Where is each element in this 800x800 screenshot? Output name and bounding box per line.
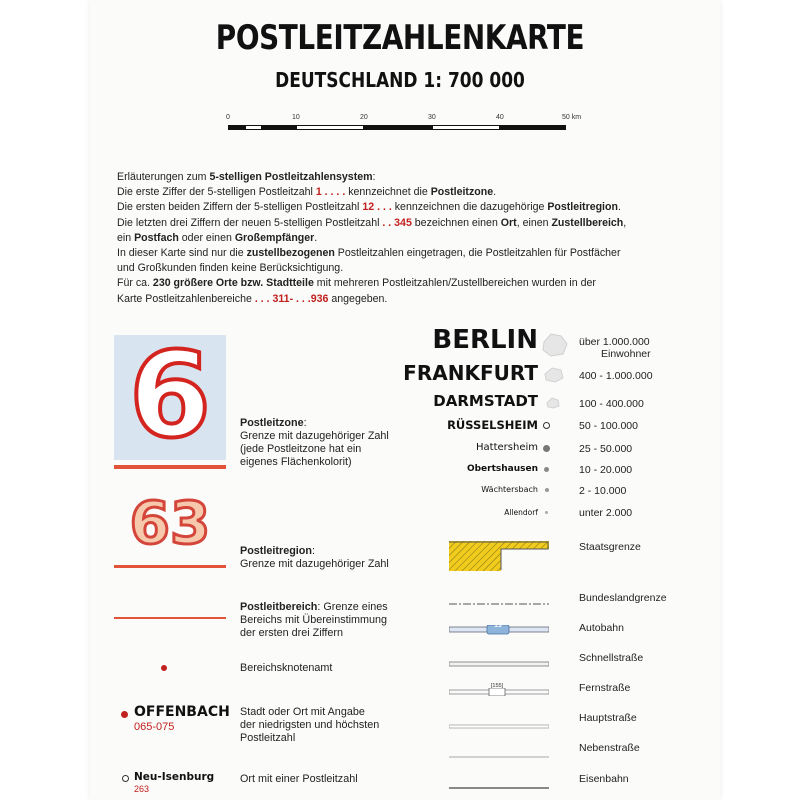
scale-segment [500, 125, 566, 130]
scale-tick-label: 20 [360, 114, 368, 121]
scale-segment [228, 125, 245, 130]
pop-class-label: 25 - 50.000 [579, 443, 633, 455]
city-area-icon [541, 332, 569, 363]
explanation-line: Erläuterungen zum 5-stelligen Postleitzahlensystem: [117, 171, 376, 183]
pop-class-label: 10 - 20.000 [579, 464, 633, 476]
autobahn-shield-label: 19 [494, 622, 502, 629]
scale-segment [262, 125, 296, 130]
schnellstrasse-symbol [449, 654, 549, 660]
explanation-line: Karte Postleitzahlenbereiche . . . 311- . . .936 angegeben. [117, 292, 388, 305]
pop-class-label: 50 - 100.000 [579, 420, 638, 432]
scale-segment [296, 125, 364, 130]
pop-class-label: unter 2.000 [579, 507, 633, 519]
page-title: POSTLEITZAHLENKARTE [215, 18, 585, 58]
pop-class-label: 400 - 1.000.000 [579, 370, 653, 382]
explanation-line: Die erste Ziffer der 5-stelligen Postleitzahl 1 . . . . kennzeichnet die Postleitzone. [117, 186, 497, 199]
postleitbereich-description: Postleitbereich: Grenze eines Bereichs mit Übereinstimmung der ersten drei Ziffern [240, 601, 388, 639]
explanation-line: und Großkunden finden keine Berücksichtigung. [117, 262, 344, 275]
postleitzone-number: 6 [128, 326, 212, 464]
pop-class-label: über 1.000.000 Einwohner [579, 336, 651, 360]
city-hattersheim: Hattersheim [476, 442, 538, 453]
postleitzone-border-line [114, 465, 226, 469]
pop-class-label: 2 - 10.000 [579, 485, 627, 497]
explanation-line: ein Postfach oder einen Großempfänger. [117, 231, 318, 244]
ort-ring-icon [122, 775, 129, 782]
nebenstrasse-symbol [449, 746, 549, 750]
offenbach-description: Stadt oder Ort mit Angabe der niedrigsten und höchsten Postleitzahl [240, 706, 380, 744]
city-area-icon [543, 366, 565, 389]
scale-segment [245, 125, 262, 130]
hauptstrasse-symbol [449, 716, 549, 721]
town-dot-icon [545, 488, 549, 492]
postleitbereich-border-line [114, 617, 226, 619]
town-dot-icon [544, 467, 549, 472]
autobahn-label: Autobahn [579, 622, 624, 634]
fernstrasse-shield-label: [155] [490, 683, 504, 689]
city-waechtersbach: Wächtersbach [481, 485, 538, 494]
offenbach-range: 065-075 [134, 721, 175, 733]
city-obertshausen: Obertshausen [466, 464, 538, 474]
bundesland-label: Bundeslandgrenze [579, 592, 667, 604]
neuisenburg-name: Neu-Isenburg [134, 771, 215, 783]
explanation-line: In dieser Karte sind nur die zustellbezogenen Postleitzahlen eingetragen, die Postleitzahlen für Postfächer [117, 247, 621, 260]
scale-bar [226, 114, 586, 138]
neuisenburg-code: 263 [134, 784, 150, 794]
city-berlin: BERLIN [432, 325, 538, 355]
neuisenburg-description: Ort mit einer Postleitzahl [240, 773, 358, 785]
scale-segment [364, 125, 432, 130]
scale-tick-label: 0 [226, 114, 230, 121]
hauptstrasse-label: Hauptstraße [579, 712, 637, 724]
offenbach-name: OFFENBACH [134, 704, 230, 720]
city-area-icon [545, 396, 561, 414]
city-ruesselsheim: RÜSSELSHEIM [447, 418, 538, 432]
town-dot-icon [543, 445, 550, 452]
town-dot-icon [545, 511, 548, 514]
nebenstrasse-label: Nebenstraße [579, 742, 640, 754]
postleitregion-number: 63 [129, 489, 211, 557]
scale-tick-label: 50 km [562, 114, 582, 121]
city-frankfurt: FRANKFURT [403, 361, 538, 385]
scale-segment [432, 125, 500, 130]
postleitregion-description: Postleitregion: Grenze mit dazugehöriger Zahl [240, 545, 389, 570]
knotenamt-label: Bereichsknotenamt [240, 662, 333, 674]
fernstrasse-label: Fernstraße [579, 682, 631, 694]
bundesland-symbol [449, 594, 549, 612]
scale-tick-label: 40 [496, 114, 504, 121]
city-allendorf: Allendorf [504, 508, 538, 517]
scale-tick-label: 10 [292, 114, 300, 121]
schnellstrasse-label: Schnellstraße [579, 652, 644, 664]
scale-tick-label: 30 [428, 114, 436, 121]
city-dot-icon [121, 711, 128, 718]
explanation-line: Die letzten drei Ziffern der neuen 5-stelligen Postleitzahl . . 345 bezeichnen einen Ort, einen Zustellbereich, [117, 216, 627, 229]
knotenamt-dot-icon [161, 665, 167, 671]
explanation-line: Die ersten beiden Ziffern der 5-stelligen Postleitzahl 12 . . . kennzeichnen die dazugehörige Postleitregion. [117, 201, 621, 214]
town-ring-icon [543, 422, 550, 429]
city-darmstadt: DARMSTADT [433, 392, 538, 410]
pop-class-label: 100 - 400.000 [579, 398, 644, 410]
postleitregion-border-line [114, 565, 226, 568]
explanation-line: Für ca. 230 größere Orte bzw. Stadtteile mit mehreren Postleitzahlen/Zustellbereichen wurden in der [117, 277, 596, 290]
eisenbahn-symbol [449, 777, 549, 781]
page-subtitle: DEUTSCHLAND 1: 700 000 [275, 68, 525, 92]
explanation-text [117, 170, 717, 307]
staatsgrenze-symbol [449, 541, 549, 571]
postleitzone-description: Postleitzone: Grenze mit dazugehöriger Zahl (jede Postleitzone hat ein eigenes Flächenkolorit) [240, 417, 389, 468]
staatsgrenze-label: Staatsgrenze [579, 541, 641, 553]
eisenbahn-label: Eisenbahn [579, 773, 629, 785]
